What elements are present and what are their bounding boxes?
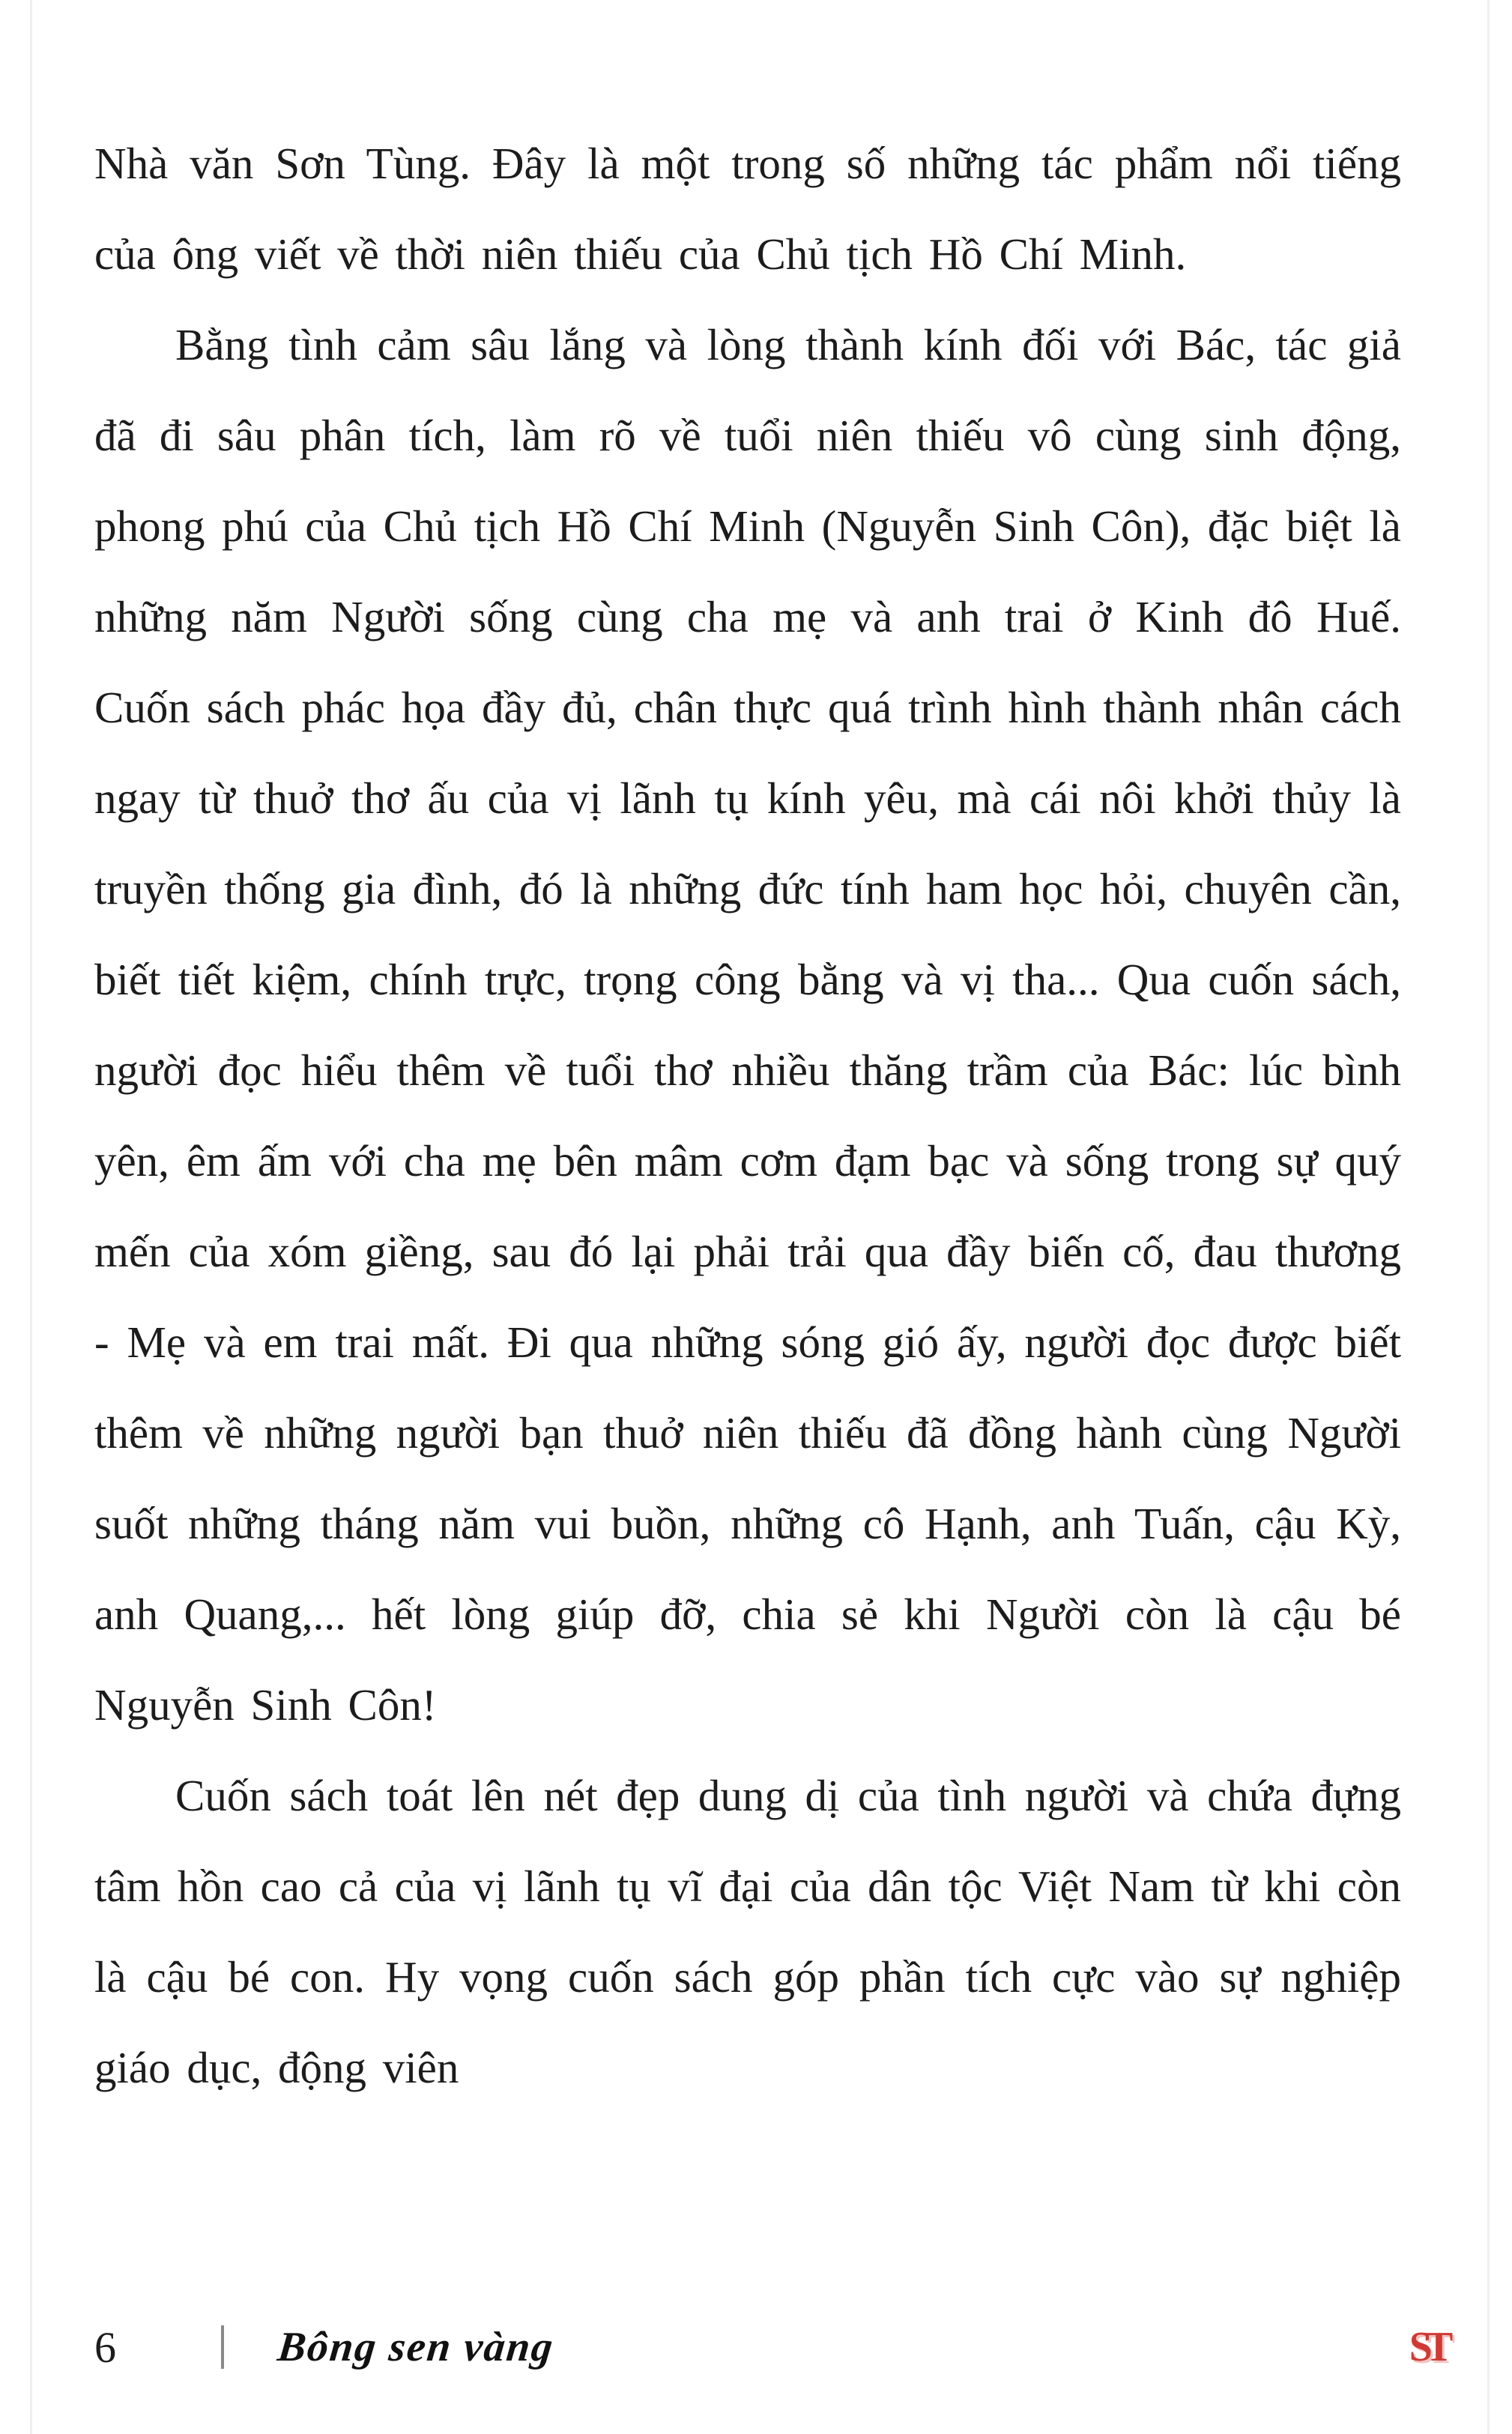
page-footer — [94, 2302, 1467, 2392]
paragraph: Bằng tình cảm sâu lắng và lòng thành kính đối với Bác, tác giả đã đi sâu phân tích, làm rõ về tuổi niên thiếu vô cùng sinh động, phong phú của Chủ tịch Hồ Chí Minh (Nguyễn Sinh Côn), đặc biệt là những năm Người sống cùng cha mẹ và anh trai ở Kinh đô Huế. Cuốn sách phác họa đầy đủ, chân thực quá trình hình thành nhân cách ngay từ thuở thơ ấu của vị lãnh tụ kính yêu, mà cái nôi khởi thủy là truyền thống gia đình, đó là những đức tính ham học hỏi, chuyên cần, biết tiết kiệm, chính trực, trọng công bằng và vị tha... Qua cuốn sách, người đọc hiểu thêm về tuổi thơ nhiều thăng trầm của Bác: lúc bình yên, êm ấm với cha mẹ bên mâm cơm đạm bạc và sống trong sự quý mến của xóm giềng, sau đó lại phải trải qua đầy biến cố, đau thương - Mẹ và em trai mất. Đi qua những sóng gió ấy, người đọc được biết thêm về những người bạn thuở niên thiếu đã đồng hành cùng Người suốt những tháng năm vui buồn, những cô Hạnh, anh Tuấn, cậu Kỳ, anh Quang,... hết lòng giúp đỡ, chia sẻ khi Người còn là cậu bé Nguyễn Sinh Côn! — [94, 320, 1401, 1730]
publisher-logo-text: ST — [1409, 2324, 1446, 2370]
page-number: 6 — [94, 2322, 116, 2372]
scan-edge-right — [1487, 0, 1490, 2434]
scan-edge-left — [30, 0, 32, 2434]
book-title: Bông sen vàng — [275, 2324, 557, 2370]
paragraph-continuation: Nhà văn Sơn Tùng. Đây là một trong số những tác phẩm nổi tiếng của ông viết về thời niên thiếu của Chủ tịch Hồ Chí Minh. — [94, 139, 1401, 279]
paragraph: Cuốn sách toát lên nét đẹp dung dị của tình người và chứa đựng tâm hồn cao cả của vị lãnh tụ vĩ đại của dân tộc Việt Nam từ khi còn là cậu bé con. Hy vọng cuốn sách góp phần tích cực vào sự nghiệp giáo dục, động viên — [94, 1771, 1401, 2092]
footer-divider — [221, 2325, 224, 2369]
page-text — [94, 118, 1401, 2113]
publisher-logo — [1401, 2316, 1454, 2379]
footer-left — [94, 2322, 557, 2373]
